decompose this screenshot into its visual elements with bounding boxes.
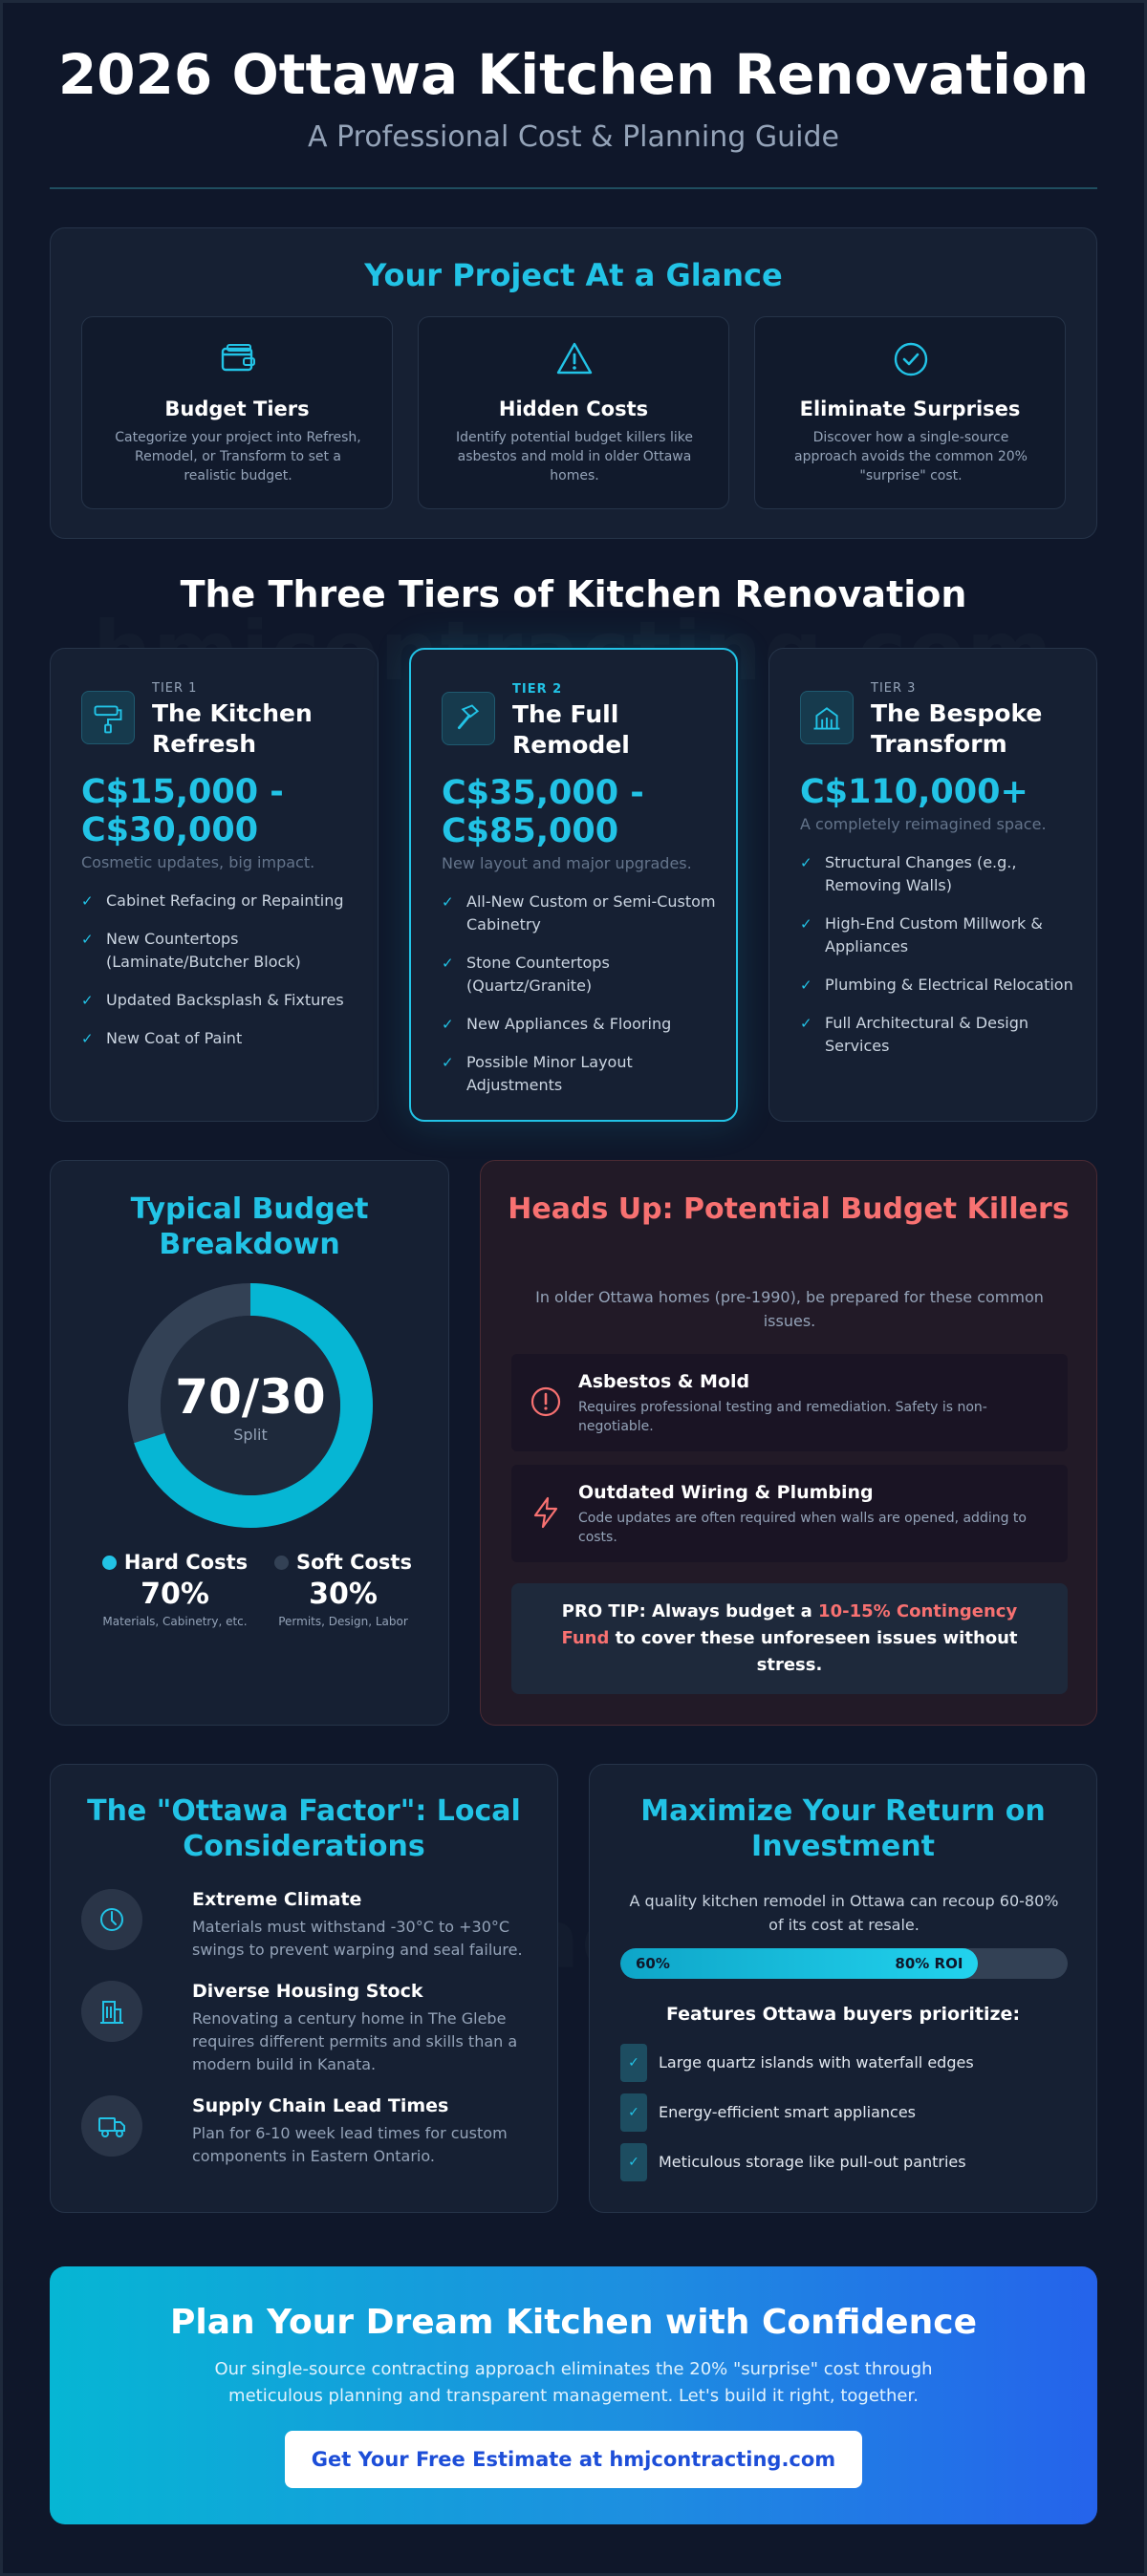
roi-title: Maximize Your Return on Investment	[640, 1794, 1046, 1863]
budget-breakdown-section	[50, 1160, 449, 1726]
glance-item-title: Hidden Costs	[498, 397, 649, 420]
tier-name: The Full Remodel	[512, 700, 630, 759]
features-heading: Features Ottawa buyers prioritize:	[665, 2004, 1021, 2025]
pro-tip: PRO TIP: Always budget a 10-15% Contingency Fund to cover these unforeseen issues without stress.	[511, 1583, 1068, 1694]
legend-dot	[102, 1556, 117, 1570]
roi-progress-bar	[620, 1948, 1068, 1979]
list-item	[620, 2143, 1060, 2181]
check-icon: ✓	[81, 892, 94, 910]
killer-desc: Code updates are often required when walls are opened, adding to costs.	[578, 1511, 1027, 1545]
paint-roller-icon	[81, 691, 135, 744]
list-item: ✓ Stone Countertops (Quartz/Granite)	[442, 954, 610, 995]
check-icon: ✓	[800, 977, 812, 994]
check-icon: ✓	[81, 992, 94, 1009]
factor-desc: Renovating a century home in The Glebe requires different permits and skills than a modern build in Kanata.	[192, 2009, 518, 2073]
check-icon: ✓	[442, 1054, 454, 1071]
tier-desc: A completely reimagined space.	[800, 815, 1047, 833]
list-item: ✓ Possible Minor Layout Adjustments	[442, 1053, 633, 1094]
legend-hard-costs	[89, 1551, 261, 1628]
legend-soft-costs	[257, 1551, 429, 1628]
check-icon: ✓	[81, 1030, 94, 1047]
glance-item-title: Budget Tiers	[164, 397, 310, 420]
list-item: ✓ New Appliances & Flooring	[442, 1013, 719, 1036]
donut-center-value: 70/30	[175, 1369, 326, 1425]
page-subtitle: A Professional Cost & Planning Guide	[308, 120, 839, 154]
killers-intro: In older Ottawa homes (pre-1990), be prepared for these common issues.	[535, 1288, 1044, 1330]
tier-label: TIER 1	[152, 681, 198, 696]
tier-card-remodel	[409, 648, 738, 1122]
factor-title: Extreme Climate	[192, 1889, 362, 1910]
tier-feature-list	[81, 890, 358, 1065]
legend-note: Permits, Design, Labor	[278, 1615, 408, 1628]
factor-desc: Plan for 6-10 week lead times for custom components in Eastern Ontario.	[192, 2124, 508, 2165]
glance-item-desc: Categorize your project into Refresh, Remodel, or Transform to set a realistic budget.	[115, 430, 361, 483]
tier-label: TIER 3	[871, 681, 917, 696]
check-icon: ✓	[442, 955, 454, 972]
tier-card-refresh	[50, 648, 379, 1122]
killers-title: Heads Up: Potential Budget Killers	[508, 1192, 1070, 1226]
list-item: ✓ Full Architectural & Design Services	[800, 1014, 1029, 1055]
tier-desc: Cosmetic updates, big impact.	[81, 853, 315, 871]
check-icon: ✓	[800, 854, 812, 871]
glance-item-desc: Discover how a single-source approach avoids the common 20% "surprise" cost.	[794, 430, 1028, 483]
cta-title: Plan Your Dream Kitchen with Confidence	[170, 2303, 977, 2342]
check-icon: ✓	[620, 2093, 647, 2132]
factor-title: Diverse Housing Stock	[192, 1981, 423, 2002]
feature-label: Meticulous storage like pull-out pantries	[659, 2153, 966, 2171]
warning-icon	[555, 340, 594, 378]
legend-percent: 30%	[309, 1578, 378, 1611]
thermometer-icon	[81, 1889, 142, 1950]
legend-label: Hard Costs	[123, 1551, 249, 1574]
alert-circle-icon	[529, 1385, 563, 1419]
donut-chart	[126, 1281, 375, 1530]
killer-title: Asbestos & Mold	[578, 1371, 750, 1392]
cta-banner	[50, 2266, 1097, 2524]
ottawa-factor-section	[50, 1764, 558, 2213]
roi-bar-start: 60%	[636, 1955, 670, 1972]
killer-desc: Requires professional testing and remediation. Safety is non-negotiable.	[578, 1400, 987, 1434]
check-icon: ✓	[800, 1015, 812, 1032]
killer-item	[511, 1465, 1068, 1562]
lightning-icon	[529, 1495, 563, 1530]
check-circle-icon	[892, 340, 930, 378]
roi-intro: A quality kitchen remodel in Ottawa can recoup 60-80% of its cost at resale.	[629, 1892, 1059, 1934]
factor-desc: Materials must withstand -30°C to +30°C swings to prevent warping and seal failure.	[192, 1918, 523, 1959]
feature-label: Energy-efficient smart appliances	[659, 2103, 916, 2121]
check-icon: ✓	[442, 893, 454, 911]
check-icon: ✓	[620, 2143, 647, 2181]
page-title: 2026 Ottawa Kitchen Renovation	[57, 42, 1090, 107]
tier-name: The Kitchen Refresh	[152, 699, 313, 758]
donut-center-label: Split	[233, 1426, 268, 1444]
check-icon: ✓	[442, 1016, 454, 1033]
legend-label: Soft Costs	[296, 1551, 412, 1574]
truck-icon	[81, 2095, 142, 2157]
list-item: ✓ High-End Custom Millwork & Appliances	[800, 914, 1043, 955]
glance-section	[50, 227, 1097, 539]
check-icon: ✓	[81, 931, 94, 948]
glance-title: Your Project At a Glance	[364, 257, 783, 293]
legend-percent: 70%	[141, 1578, 209, 1611]
killer-item	[511, 1354, 1068, 1451]
tier-feature-list	[442, 891, 719, 1112]
building-icon	[81, 1981, 142, 2042]
budget-killers-section	[480, 1160, 1097, 1726]
tier-label: TIER 2	[512, 682, 563, 697]
list-item	[620, 2044, 1060, 2082]
glance-item	[81, 316, 393, 509]
list-item: ✓ Cabinet Refacing or Repainting	[81, 890, 358, 912]
tiers-title: The Three Tiers of Kitchen Renovation	[180, 573, 967, 615]
glance-item	[418, 316, 729, 509]
divider	[50, 187, 1097, 189]
factor-title: Supply Chain Lead Times	[192, 2095, 449, 2116]
roi-section	[589, 1764, 1097, 2213]
list-item: ✓ All-New Custom or Semi-Custom Cabinetry	[442, 892, 716, 934]
glance-item-title: Eliminate Surprises	[799, 397, 1021, 420]
list-item: ✓ New Coat of Paint	[81, 1027, 358, 1050]
tier-name: The Bespoke Transform	[871, 699, 1043, 758]
feature-label: Large quartz islands with waterfall edges	[659, 2053, 974, 2072]
check-icon: ✓	[620, 2044, 647, 2082]
building-icon	[800, 691, 854, 744]
tier-feature-list	[800, 851, 1077, 1073]
list-item	[620, 2093, 1060, 2132]
tier-price: C$15,000 - C$30,000	[81, 773, 284, 849]
wallet-icon	[219, 340, 257, 378]
free-estimate-button[interactable]: Get Your Free Estimate at hmjcontracting.com	[285, 2431, 862, 2488]
glance-item-desc: Identify potential budget killers like asbestos and mold in older Ottawa homes.	[455, 430, 693, 483]
tier-price: C$35,000 - C$85,000	[442, 774, 644, 850]
legend-note: Materials, Cabinetry, etc.	[102, 1615, 248, 1628]
killer-title: Outdated Wiring & Plumbing	[578, 1482, 874, 1503]
glance-item	[754, 316, 1066, 509]
cta-desc: Our single-source contracting approach eliminates the 20% "surprise" cost through meticulous planning and transparent management. Let's build it right, together.	[214, 2359, 933, 2406]
ottawa-title: The "Ottawa Factor": Local Considerations	[87, 1794, 521, 1863]
hammer-icon	[442, 692, 495, 745]
list-item: ✓ Updated Backsplash & Fixtures	[81, 989, 358, 1012]
tier-desc: New layout and major upgrades.	[442, 854, 692, 872]
pro-tip-highlight: 10-15% Contingency Fund	[561, 1601, 1018, 1648]
list-item: ✓ Plumbing & Electrical Relocation	[800, 974, 1077, 997]
tier-card-transform	[768, 648, 1097, 1122]
legend-dot	[274, 1556, 289, 1570]
check-icon: ✓	[800, 915, 812, 933]
list-item: ✓ Structural Changes (e.g., Removing Walls)	[800, 853, 1017, 894]
budget-title: Typical Budget Breakdown	[130, 1192, 369, 1261]
roi-bar-end: 80% ROI	[895, 1955, 963, 1972]
list-item: ✓ New Countertops (Laminate/Butcher Block)	[81, 930, 301, 971]
tier-price: C$110,000+	[800, 773, 1028, 811]
